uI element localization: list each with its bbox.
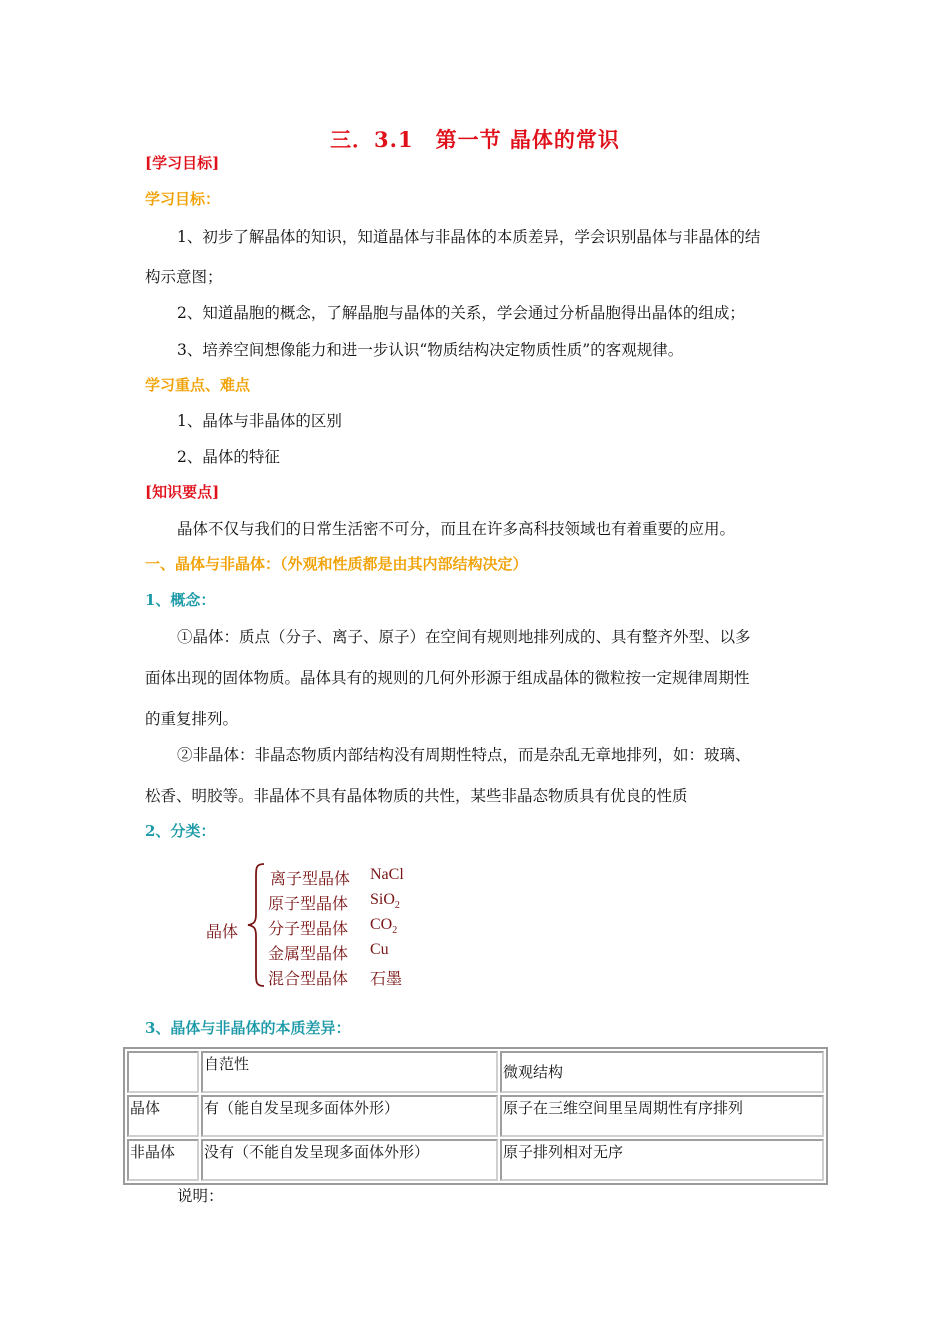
classification-type: 分子型晶体 [268,919,349,938]
classification-example: $CO_2$ [370,916,398,937]
crystal-definition-line: ①晶体：质点（分子、离子、原子）在空间有规则地排列成的、具有整齐外型、以多 [177,628,751,646]
amorphous-definition-line: ②非晶体：非晶态物质内部结构没有周期性特点，而是杂乱无章地排列，如：玻璃、 [177,746,751,764]
concept-heading: 1、概念： [145,591,216,609]
table-header-cell [127,1051,199,1093]
goal-line: 3、培养空间想像能力和进一步认识“物质结构决定物质性质”的客观规律。 [177,341,684,359]
table-header-cell: 自范性 [201,1051,498,1093]
table-header-cell: 微观结构 [500,1051,824,1093]
table-row [127,1095,824,1137]
classification-example: Cu [370,941,389,958]
classification-example: SiO$_2$ [370,891,400,912]
amorphous-definition-line: 松香、明胶等。非晶体不具有晶体物质的共性，某些非晶态物质具有优良的性质 [145,787,688,805]
page-title: 三．3.1 第一节 晶体的常识 [330,127,620,152]
classification-type: 金属型晶体 [268,944,349,963]
goals-heading: 学习目标： [145,190,221,208]
table-cell: 原子排列相对无序 [500,1139,824,1181]
intro-paragraph: 晶体不仅与我们的日常生活密不可分，而且在许多高科技领域也有着重要的应用。 [177,520,736,538]
key-point: 1、晶体与非晶体的区别 [177,412,342,430]
table-cell: 没有（不能自发呈现多面体外形） [201,1139,498,1181]
classification-example: NaCl [370,866,404,883]
table-row [127,1139,824,1181]
note-label: 说明： [177,1187,224,1205]
classification-example: 石墨 [370,969,403,988]
table-header-row [127,1051,824,1093]
classification-heading: 2、分类： [145,822,216,840]
classification-type: 原子型晶体 [268,894,349,913]
goal-line: 1、初步了解晶体的知识，知道晶体与非晶体的本质差异，学会识别晶体与非晶体的结 [177,228,761,246]
table-cell: 晶体 [127,1095,199,1137]
key-points-heading: 学习重点、难点 [145,376,251,394]
comparison-table [123,1047,828,1185]
classification-type: 离子型晶体 [270,869,351,888]
key-point: 2、晶体的特征 [177,448,280,466]
crystal-definition-line: 面体出现的固体物质。晶体具有的规则的几何外形源于组成晶体的微粒按一定规律周期性 [145,669,750,687]
classification-type: 混合型晶体 [268,969,349,988]
goals-bracket-heading: [学习目标] [145,154,220,172]
difference-heading: 3、晶体与非晶体的本质差异： [145,1019,351,1037]
goal-line: 2、知道晶胞的概念，了解晶胞与晶体的关系，学会通过分析晶胞得出晶体的组成； [177,304,745,322]
table-cell: 有（能自发呈现多面体外形） [201,1095,498,1137]
goal-line: 构示意图； [145,268,223,286]
table-cell: 原子在三维空间里呈周期性有序排列 [500,1095,824,1137]
curly-brace-icon [244,862,268,988]
table-cell: 非晶体 [127,1139,199,1181]
classification-root: 晶体 [206,922,239,941]
part1-heading: 一、晶体与非晶体：（外观和性质都是由其内部结构决定） [145,555,528,573]
knowledge-bracket-heading: [知识要点] [145,483,220,501]
crystal-definition-line: 的重复排列。 [145,710,239,728]
